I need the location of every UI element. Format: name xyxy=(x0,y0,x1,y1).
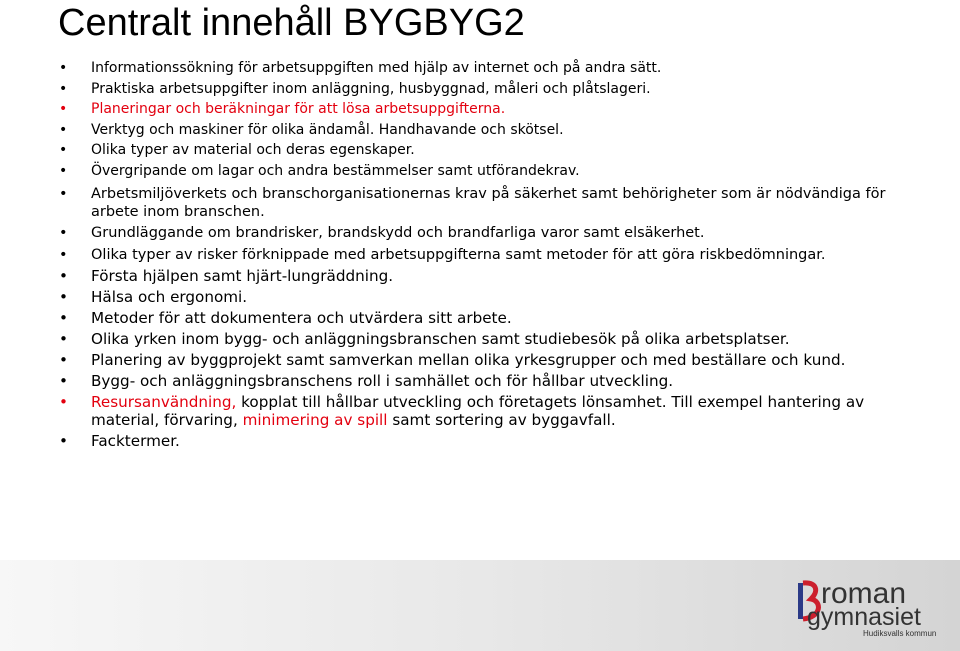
bullet-text: Övergripande om lagar och andra bestämmelser samt utförandekrav. xyxy=(91,162,580,179)
bullet-item xyxy=(0,351,900,369)
bullet-text: samt sortering av byggavfall. xyxy=(387,410,616,429)
bullet-item xyxy=(0,288,900,306)
bullet-text: Informationssökning för arbetsuppgiften med hjälp av internet och på andra sätt. xyxy=(91,60,662,76)
page-title: Centralt innehåll BYGBYG2 xyxy=(58,2,525,44)
bullet-item xyxy=(0,246,900,264)
bullet-dot-icon: • xyxy=(59,162,68,179)
bullet-text: Planering av byggprojekt samt samverkan mellan olika yrkesgrupper och med beställare och kund. xyxy=(91,350,846,369)
bullet-text: Hälsa och ergonomi. xyxy=(91,287,248,306)
bullet-item xyxy=(0,330,900,348)
bullet-text: Olika typer av risker förknippade med arbetsuppgifterna samt metoder för att göra riskbedömningar. xyxy=(91,246,826,263)
bullet-item xyxy=(0,120,900,141)
bullet-dot-icon: • xyxy=(59,392,68,411)
bullet-dot-icon: • xyxy=(59,101,68,117)
bullet-dot-icon: • xyxy=(59,60,68,76)
bullet-item xyxy=(0,58,900,79)
bullet-dot-icon: • xyxy=(59,287,68,306)
bullet-text: Grundläggande om brandrisker, brandskydd och brandfarliga varor samt elsäkerhet. xyxy=(91,225,705,241)
bullet-text: Planeringar och beräkningar för att lösa arbetsuppgifterna. xyxy=(91,101,506,117)
bullet-dot-icon: • xyxy=(59,121,68,138)
bullet-dot-icon: • xyxy=(59,431,68,450)
bullet-text: Arbetsmiljöverkets och branschorganisationernas krav på säkerhet samt behörigheter som är nödvändiga för arbete inom branschen. xyxy=(91,185,886,220)
bullet-text: kopplat till hållbar utveckling och företagets lönsamhet. Till exempel hantering av material, förvaring, xyxy=(91,392,865,429)
bullet-text: Bygg- och anläggningsbranschens roll i samhället och för hållbar utveckling. xyxy=(91,371,674,390)
bullet-dot-icon: • xyxy=(59,225,68,241)
bullet-item xyxy=(0,79,900,100)
highlighted-text: minimering av spill xyxy=(242,410,388,429)
bullet-text: Praktiska arbetsuppgifter inom anläggning, husbyggnad, måleri och plåtslageri. xyxy=(91,80,651,97)
bullet-text: Olika yrken inom bygg- och anläggningsbranschen samt studiebesök på olika arbetsplatser. xyxy=(91,329,790,348)
bullet-dot-icon: • xyxy=(59,371,68,390)
bullet-item xyxy=(0,432,900,450)
bullet-text: Olika typer av material och deras egenskaper. xyxy=(91,142,415,158)
bullet-text: Första hjälpen samt hjärt-lungräddning. xyxy=(91,266,394,285)
bullet-text: Metoder för att dokumentera och utvärdera sitt arbete. xyxy=(91,308,512,327)
bullet-item xyxy=(0,267,900,285)
bullet-text: Facktermer. xyxy=(91,431,180,450)
logo-name-line1: roman xyxy=(821,577,907,610)
bullet-item xyxy=(0,372,900,390)
bullet-item xyxy=(0,99,900,120)
bullet-dot-icon: • xyxy=(59,266,68,285)
bullet-item xyxy=(0,309,900,327)
bullet-list xyxy=(0,58,900,450)
bullet-item xyxy=(0,224,900,242)
bullet-dot-icon: • xyxy=(59,185,68,202)
logo-subtitle: Hudiksvalls kommun xyxy=(863,629,937,638)
bullet-dot-icon: • xyxy=(59,80,68,97)
bullet-text: Verktyg och maskiner för olika ändamål. Handhavande och skötsel. xyxy=(91,121,564,138)
bullet-dot-icon: • xyxy=(59,142,68,158)
bullet-dot-icon: • xyxy=(59,246,68,263)
bullet-item xyxy=(0,161,900,182)
bullet-item xyxy=(0,185,900,221)
bullet-item xyxy=(0,140,900,161)
highlighted-text: Resursanvändning, xyxy=(91,392,237,411)
bullet-dot-icon: • xyxy=(59,308,68,327)
bullet-item xyxy=(0,393,900,429)
logo-name-line2: gymnasiet xyxy=(807,603,921,631)
school-logo xyxy=(795,577,945,637)
bullet-dot-icon: • xyxy=(59,329,68,348)
bullet-dot-icon: • xyxy=(59,350,68,369)
